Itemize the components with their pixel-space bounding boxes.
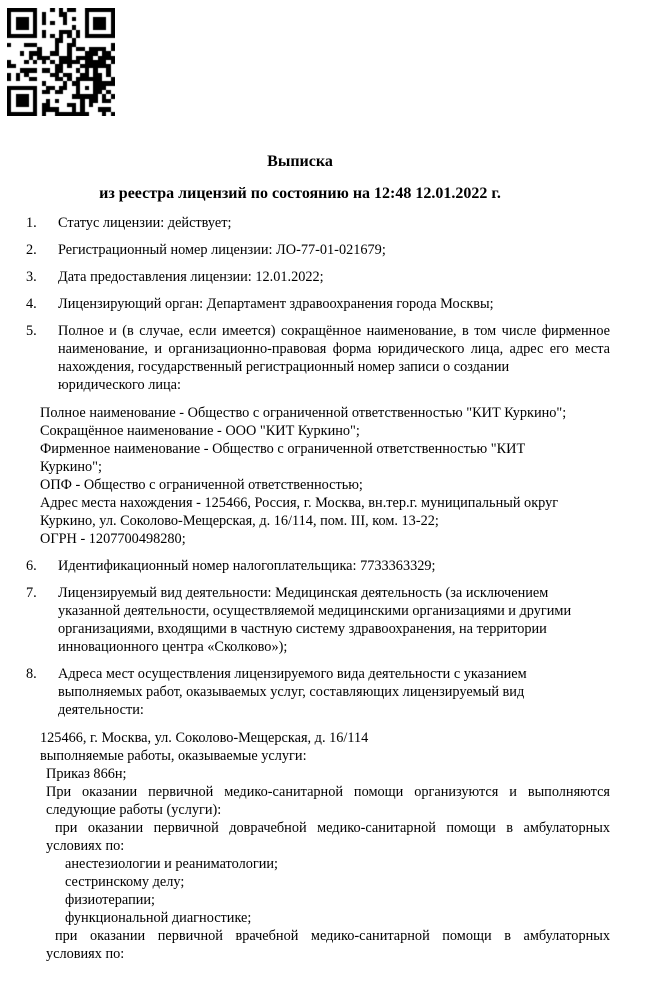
text-line: Сокращённое наименование - ООО "КИТ Куркино"; [40, 423, 360, 439]
list-item-6 [26, 557, 610, 575]
list-item-8 [26, 665, 610, 719]
item-text: Регистрационный номер лицензии: ЛО-77-01-021679; [58, 242, 386, 258]
item-number: 3. [26, 269, 37, 285]
item-number: 1. [26, 215, 37, 231]
document-header [0, 152, 600, 204]
text-line [26, 665, 610, 683]
list-item-3 [26, 268, 610, 286]
text-line [26, 241, 610, 259]
paragraph [46, 819, 610, 855]
text-line [26, 268, 610, 286]
text-line [26, 295, 610, 313]
list-item-2 [26, 241, 610, 259]
text-line: анестезиологии и реаниматологии; [65, 856, 279, 872]
text-line: физиотерапии; [65, 892, 155, 908]
text-line: ОГРН - 1207700498280; [40, 531, 186, 547]
text-line: При оказании первичной медико-санитарной помощи организуются и выполняются [46, 784, 610, 800]
text-line: юридического лица: [58, 377, 181, 393]
text-line: организациями, входящими в частную систему здравоохранения, на территории [58, 621, 547, 637]
list-item-1 [26, 214, 610, 232]
document-body [26, 214, 610, 963]
text-line: наименование, и организационно-правовая форма юридического лица, адрес его места [58, 341, 610, 357]
list-item-7 [26, 584, 610, 656]
item-text: Лицензирующий орган: Департамент здравоохранения города Москвы; [58, 296, 494, 312]
item-text: Полное и (в случае, если имеется) сокращённое наименование, в том числе фирменное [58, 323, 610, 339]
text-line: Фирменное наименование - Общество с ограниченной ответственностью "КИТ [40, 441, 526, 457]
list-item-4 [26, 295, 610, 313]
paragraph [40, 729, 610, 765]
text-line: инновационного центра «Сколково»); [58, 639, 288, 655]
text-line: Приказ 866н; [46, 766, 127, 782]
text-line: при оказании первичной доврачебной медико-санитарной помощи в амбулаторных [55, 820, 610, 836]
text-line: условиях по: [46, 838, 125, 854]
item-number: 7. [26, 585, 37, 601]
text-line: Куркино, ул. Соколово-Мещерская, д. 16/114, пом. III, ком. 13-22; [40, 513, 439, 529]
text-line: Полное наименование - Общество с ограниченной ответственностью "КИТ Куркино"; [40, 405, 567, 421]
item-text: Идентификационный номер налогоплательщика: 7733363329; [58, 558, 436, 574]
item-text: Адреса мест осуществления лицензируемого вида деятельности с указанием [58, 666, 527, 682]
item-number: 2. [26, 242, 37, 258]
text-line [26, 322, 610, 340]
text-line: ОПФ - Общество с ограниченной ответственностью; [40, 477, 363, 493]
text-line: 125466, г. Москва, ул. Соколово-Мещерская, д. 16/114 [40, 730, 369, 746]
text-line [26, 214, 610, 232]
item-text: Лицензируемый вид деятельности: Медицинская деятельность (за исключением [58, 585, 549, 601]
item-text: Дата предоставления лицензии: 12.01.2022; [58, 269, 324, 285]
qr-code [7, 8, 115, 116]
text-line: при оказании первичной врачебной медико-санитарной помощи в амбулаторных [55, 928, 610, 944]
document-subtitle: из реестра лицензий по состоянию на 12:48 12.01.2022 г. [99, 185, 501, 202]
paragraph [46, 765, 610, 819]
list-item-5 [26, 322, 610, 394]
text-line: выполняемые работы, оказываемые услуги: [40, 748, 307, 764]
text-line: следующие работы (услуги): [46, 802, 222, 818]
text-line: условиях по: [46, 946, 125, 962]
text-line: деятельности: [58, 702, 144, 718]
text-line: Куркино"; [40, 459, 102, 475]
item-number: 4. [26, 296, 37, 312]
paragraph [40, 404, 610, 548]
text-line [26, 584, 610, 602]
text-line: выполняемых работ, оказываемых услуг, составляющих лицензируемый вид [58, 684, 525, 700]
text-line: сестринскому делу; [65, 874, 185, 890]
item-text: Статус лицензии: действует; [58, 215, 232, 231]
paragraph [46, 927, 610, 963]
license-extract-page [0, 8, 650, 981]
document-title: Выписка [267, 153, 333, 170]
item-number: 5. [26, 323, 37, 339]
text-line: функциональной диагностике; [65, 910, 252, 926]
text-line: Адрес места нахождения - 125466, Россия, г. Москва, вн.тер.г. муниципальный округ [40, 495, 559, 511]
item-number: 8. [26, 666, 37, 682]
item-number: 6. [26, 558, 37, 574]
paragraph [65, 855, 610, 927]
text-line: нахождения, государственный регистрационный номер записи о создании [58, 359, 510, 375]
text-line: указанной деятельности, осуществляемой медицинскими организациями и другими [58, 603, 572, 619]
text-line [26, 557, 610, 575]
